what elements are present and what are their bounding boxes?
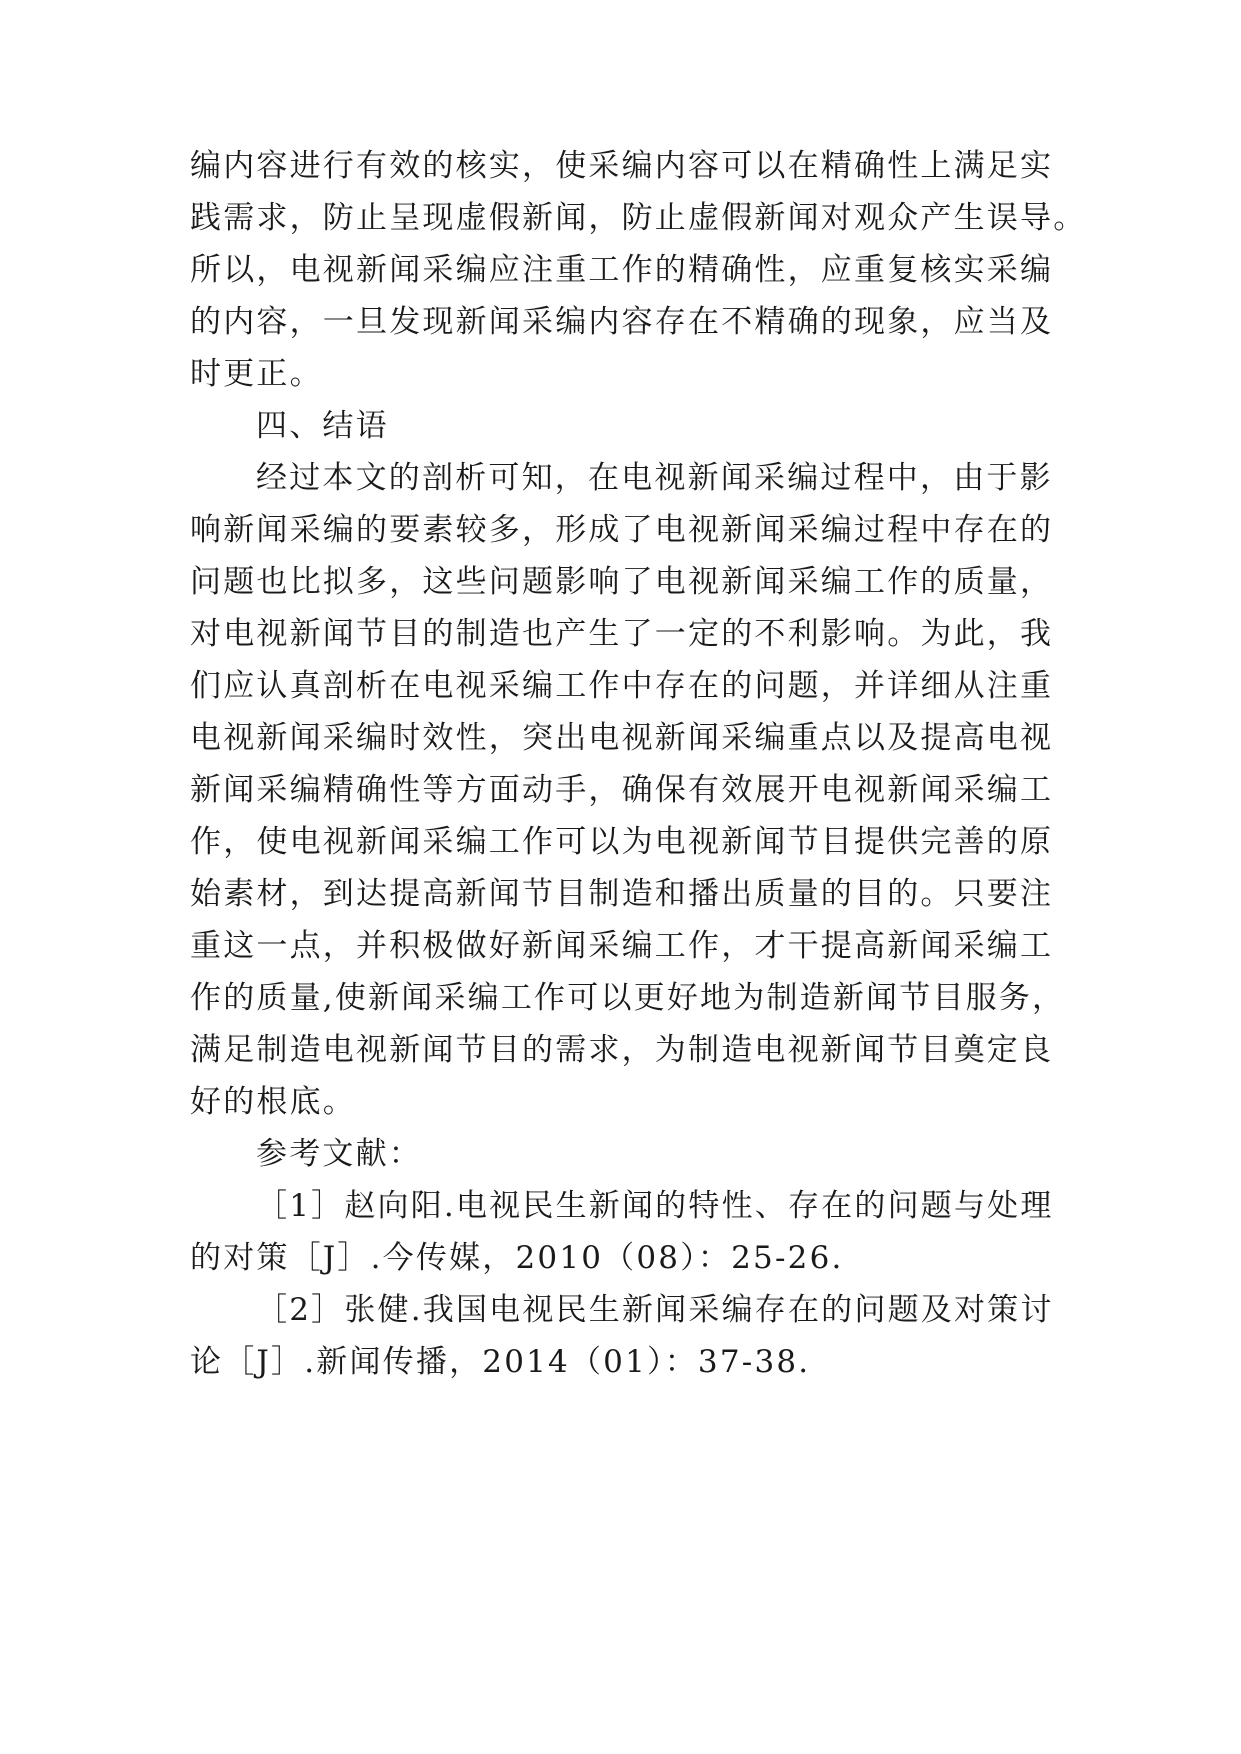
paragraph-line: 响新闻采编的要素较多，形成了电视新闻采编过程中存在的 (190, 512, 1054, 548)
references-heading: 参考文献： (256, 1136, 422, 1172)
paragraph-line: 们应认真剖析在电视采编工作中存在的问题，并详细从注重 (190, 668, 1054, 704)
reference-line: 的对策［J］.今传媒，2010（08）：25-26. (190, 1240, 844, 1276)
paragraph-line: 始素材，到达提高新闻节目制造和播出质量的目的。只要注 (190, 876, 1054, 912)
paragraph-line: 电视新闻采编时效性，突出电视新闻采编重点以及提高电视 (190, 720, 1054, 756)
paragraph-line: 作，使电视新闻采编工作可以为电视新闻节目提供完善的原 (190, 824, 1054, 860)
paragraph-line: 作的质量,使新闻采编工作可以更好地为制造新闻节目服务， (190, 980, 1066, 1016)
paragraph-line: 问题也比拟多，这些问题影响了电视新闻采编工作的质量， (190, 564, 1054, 600)
paragraph-line: 对电视新闻节目的制造也产生了一定的不利影响。为此，我 (190, 616, 1054, 652)
reference-line: ［2］张健.我国电视民生新闻采编存在的问题及对策讨 (256, 1292, 1054, 1328)
paragraph-line: 经过本文的剖析可知，在电视新闻采编过程中，由于影 (256, 460, 1053, 496)
paragraph-line: 新闻采编精确性等方面动手，确保有效展开电视新闻采编工 (190, 772, 1054, 808)
paragraph-line: 满足制造电视新闻节目的需求，为制造电视新闻节目奠定良 (190, 1032, 1054, 1068)
paragraph-line: 时更正。 (190, 356, 323, 392)
paragraph-line: 编内容进行有效的核实，使采编内容可以在精确性上满足实 (190, 148, 1054, 184)
paragraph-line: 所以，电视新闻采编应注重工作的精确性，应重复核实采编 (190, 252, 1054, 288)
paragraph-line: 践需求，防止呈现虚假新闻，防止虚假新闻对观众产生误导。 (190, 200, 1087, 236)
section-heading: 四、结语 (256, 408, 389, 444)
paragraph-line: 重这一点，并积极做好新闻采编工作，才干提高新闻采编工 (190, 928, 1054, 964)
reference-line: 论［J］.新闻传播，2014（01）：37-38. (190, 1344, 811, 1380)
paragraph-line: 的内容，一旦发现新闻采编内容存在不精确的现象，应当及 (190, 304, 1054, 340)
paragraph-line: 好的根底。 (190, 1084, 356, 1120)
reference-line: ［1］赵向阳.电视民生新闻的特性、存在的问题与处理 (256, 1188, 1054, 1224)
